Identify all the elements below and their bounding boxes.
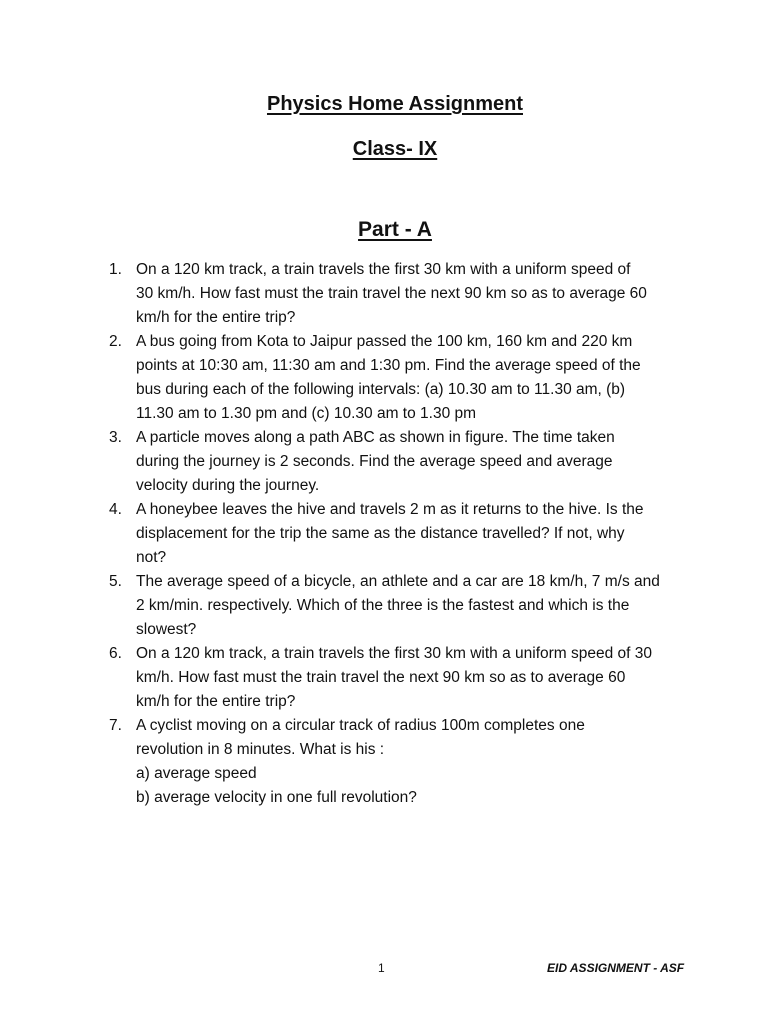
question-text-line: b) average velocity in one full revolution?	[136, 789, 417, 806]
question-text-line: The average speed of a bicycle, an athlete and a car are 18 km/h, 7 m/s and	[136, 573, 660, 590]
question-text-line: A honeybee leaves the hive and travels 2 m as it returns to the hive. Is the	[136, 501, 644, 518]
document-title: Physics Home Assignment	[266, 93, 523, 115]
class-heading: Class- IX	[352, 138, 438, 160]
question-item	[109, 642, 689, 714]
question-list	[109, 258, 689, 810]
question-number: 3.	[109, 429, 122, 446]
question-text-line: velocity during the journey.	[136, 477, 320, 494]
question-text-line: A bus going from Kota to Jaipur passed the 100 km, 160 km and 220 km	[136, 333, 633, 350]
question-text-line: displacement for the trip the same as the distance travelled? If not, why	[136, 525, 625, 542]
question-number: 6.	[109, 645, 122, 662]
question-item	[109, 258, 689, 330]
question-number: 2.	[109, 333, 122, 350]
question-text-line: bus during each of the following intervals: (a) 10.30 am to 11.30 am, (b)	[136, 381, 626, 398]
question-number: 4.	[109, 501, 122, 518]
question-item	[109, 498, 689, 570]
question-text-line: km/h for the entire trip?	[136, 309, 296, 326]
question-item	[109, 426, 689, 498]
question-text-line: A cyclist moving on a circular track of radius 100m completes one	[136, 717, 585, 734]
question-number: 7.	[109, 717, 122, 734]
question-text-line: a) average speed	[136, 765, 257, 782]
question-text-line: 11.30 am to 1.30 pm and (c) 10.30 am to 1.30 pm	[136, 405, 477, 422]
question-text-line: revolution in 8 minutes. What is his :	[136, 741, 385, 758]
question-text-line: points at 10:30 am, 11:30 am and 1:30 pm. Find the average speed of the	[136, 357, 641, 374]
question-text-line: A particle moves along a path ABC as shown in figure. The time taken	[136, 429, 615, 446]
question-text-line: On a 120 km track, a train travels the first 30 km with a uniform speed of	[136, 261, 631, 278]
question-item	[109, 714, 689, 810]
question-text-line: km/h. How fast must the train travel the next 90 km so as to average 60	[136, 669, 626, 686]
question-item	[109, 570, 689, 642]
footer-label: EID ASSIGNMENT - ASF	[547, 961, 685, 975]
question-number: 5.	[109, 573, 122, 590]
question-number: 1.	[109, 261, 122, 278]
question-text-line: On a 120 km track, a train travels the first 30 km with a uniform speed of 30	[136, 645, 653, 662]
part-heading: Part - A	[358, 218, 432, 241]
page-number: 1	[378, 961, 385, 975]
question-item	[109, 330, 689, 426]
question-text-line: not?	[136, 549, 167, 566]
question-text-line: 30 km/h. How fast must the train travel the next 90 km so as to average 60	[136, 285, 647, 302]
question-text-line: during the journey is 2 seconds. Find the average speed and average	[136, 453, 613, 470]
question-text-line: km/h for the entire trip?	[136, 693, 296, 710]
question-text-line: 2 km/min. respectively. Which of the three is the fastest and which is the	[136, 597, 630, 614]
question-text-line: slowest?	[136, 621, 197, 638]
